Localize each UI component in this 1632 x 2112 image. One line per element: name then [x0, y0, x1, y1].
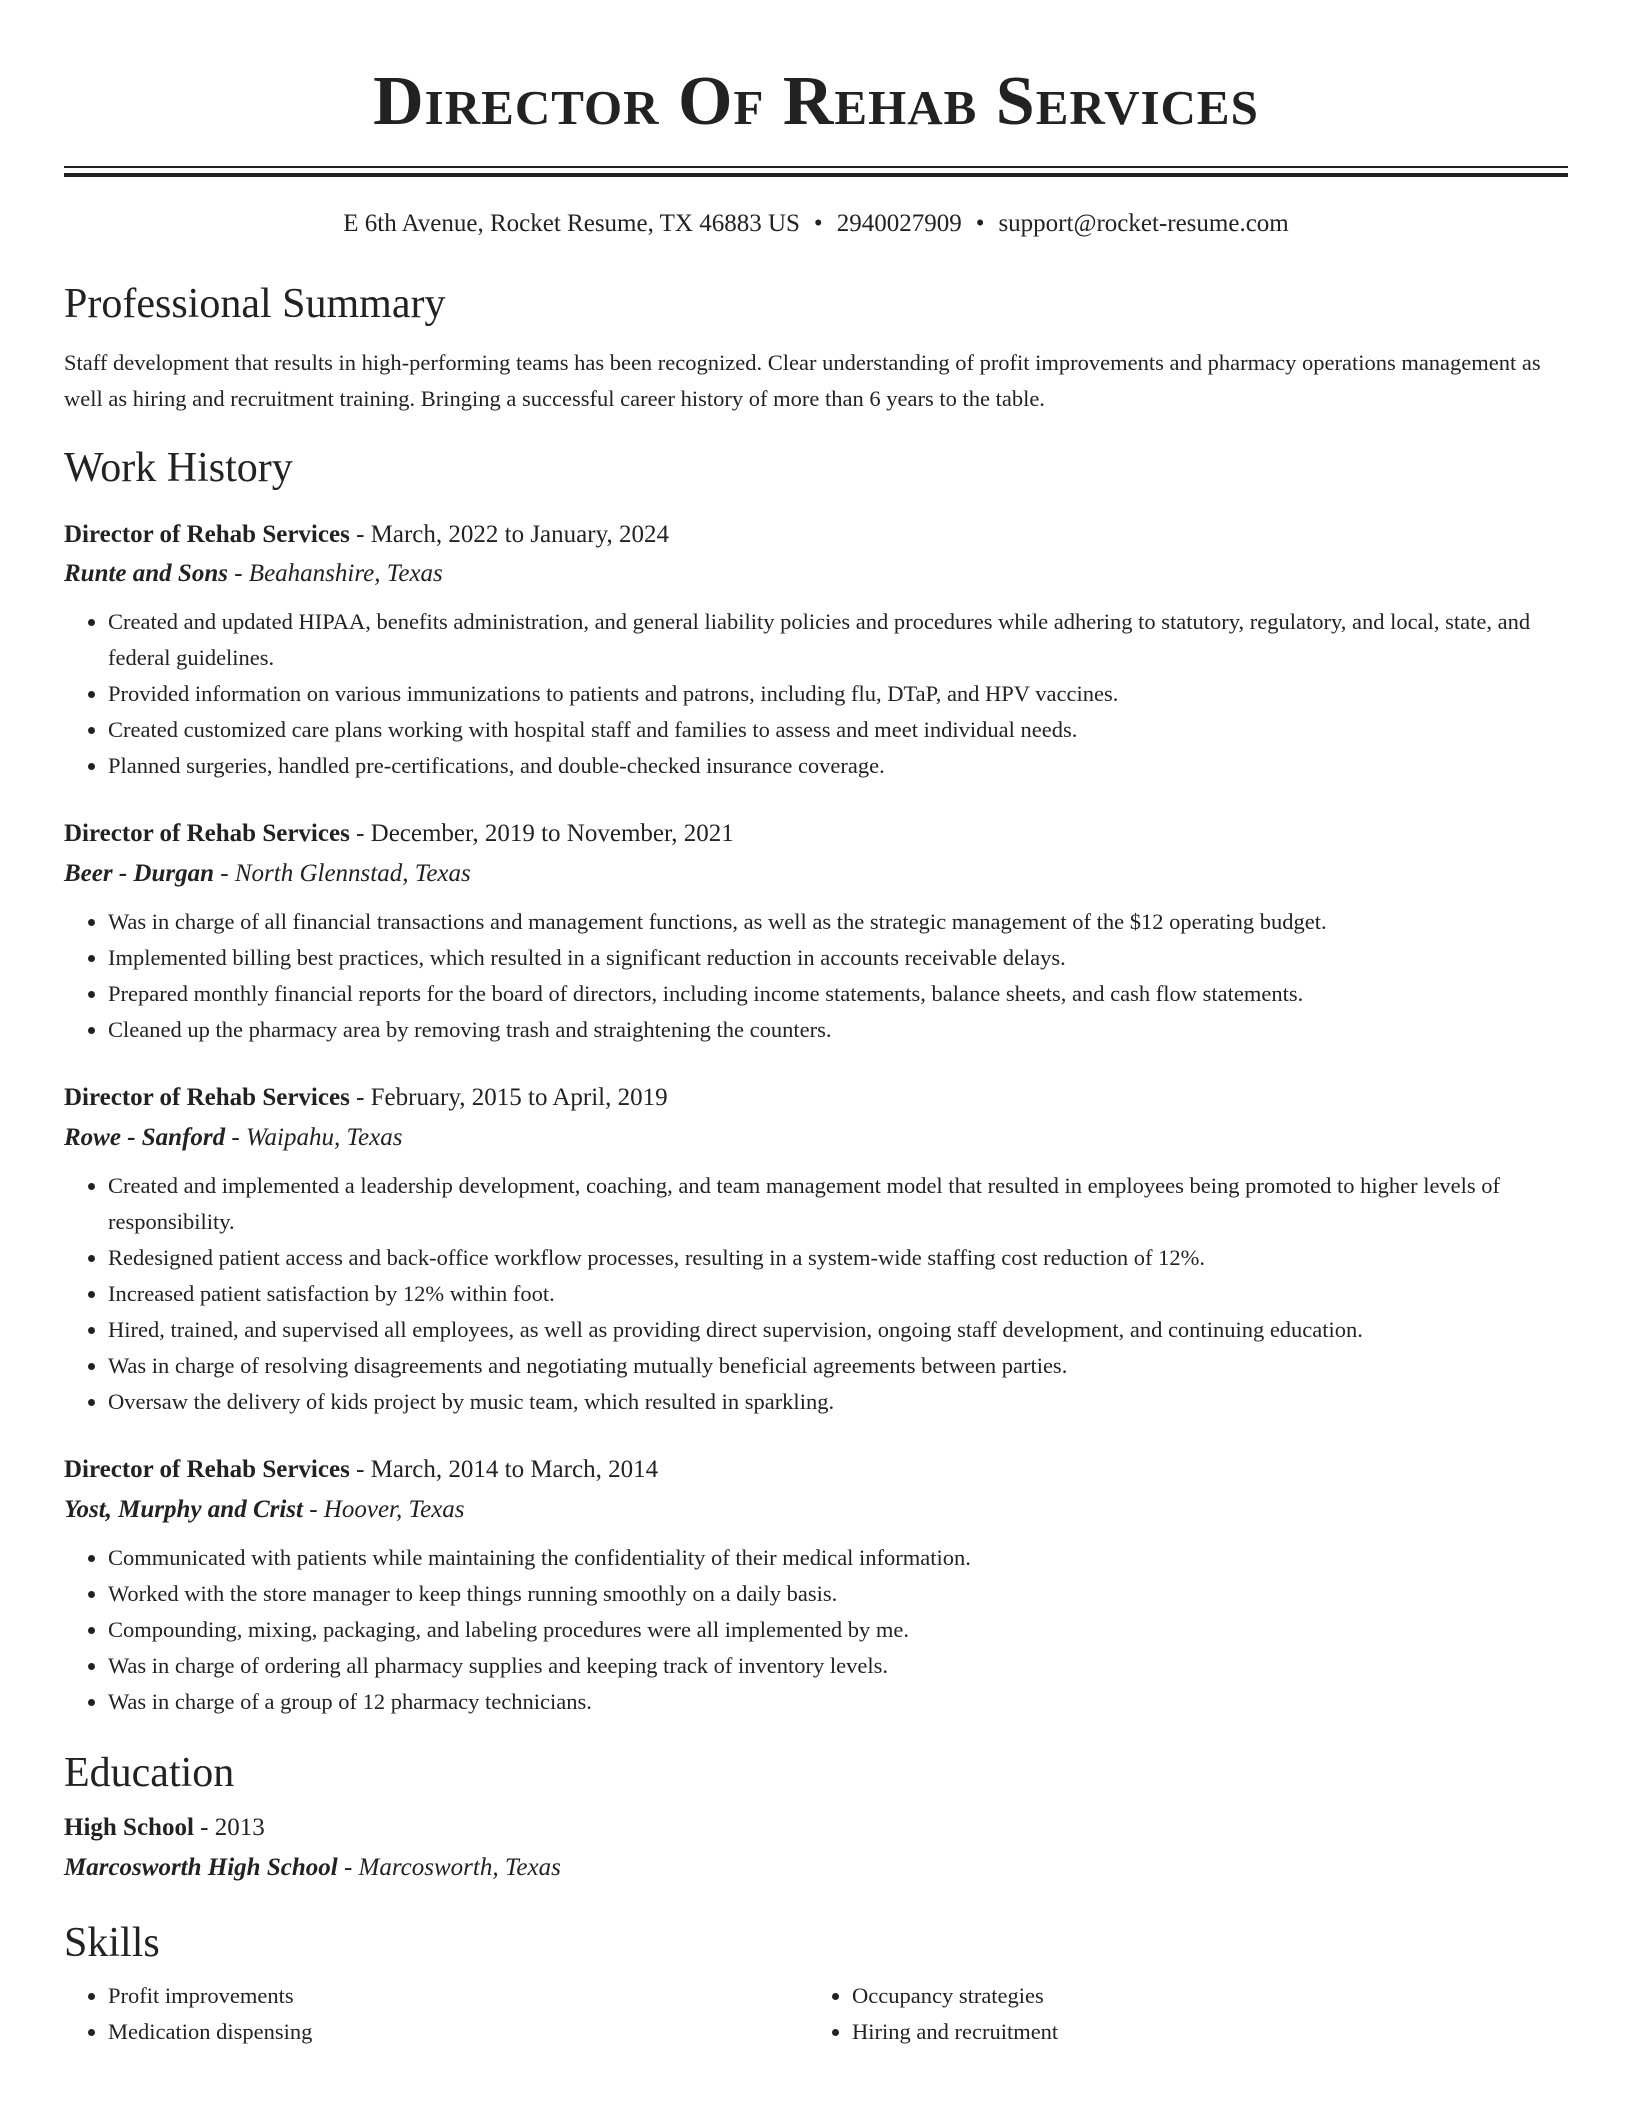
- job-role: Director of Rehab Services: [64, 1456, 350, 1483]
- job-bullet: • Worked with the store manager to keep things running smoothly on a daily basis.: [108, 1576, 1568, 1612]
- job-bullet: • Was in charge of all financial transactions and management functions, as well as the strategic management of the $12 operating budget.: [108, 904, 1568, 940]
- job-role: Director of Rehab Services: [64, 521, 350, 548]
- skills-column-left: [64, 1978, 808, 2050]
- job-bullet: • Communicated with patients while maintaining the confidentiality of their medical information.: [108, 1540, 1568, 1576]
- education-location: - Marcosworth, Texas: [337, 1854, 561, 1881]
- education-year: - 2013: [193, 1814, 265, 1841]
- job-bullet: • Redesigned patient access and back-office workflow processes, resulting in a system-wide staffing cost reduction of 12%.: [108, 1240, 1568, 1276]
- resume-name: Director Of Rehab Services: [373, 63, 1259, 140]
- job-bullets: [64, 1540, 1568, 1720]
- job-header: [64, 1078, 1568, 1118]
- job-company: Rowe - Sanford: [64, 1124, 226, 1151]
- job-bullet: • Compounding, mixing, packaging, and labeling procedures were all implemented by me.: [108, 1612, 1568, 1648]
- job-company-line: [64, 1490, 1568, 1530]
- contact-email[interactable]: support@rocket-resume.com: [998, 210, 1289, 237]
- section-title-summary: Professional Summary: [64, 281, 446, 327]
- job-company: Yost, Murphy and Crist: [64, 1496, 303, 1523]
- job-dates: - December, 2019 to November, 2021: [349, 820, 734, 847]
- job-entry: [64, 1450, 1568, 1720]
- education-school: Marcosworth High School: [64, 1854, 338, 1881]
- job-location: - Hoover, Texas: [302, 1496, 465, 1523]
- section-title-work: Work History: [64, 445, 293, 491]
- job-role: Director of Rehab Services: [64, 1084, 350, 1111]
- job-bullet: • Hired, trained, and supervised all employees, as well as providing direct supervision, ongoing staff development, and continuing education.: [108, 1312, 1568, 1348]
- job-header: [64, 814, 1568, 854]
- job-entry: [64, 515, 1568, 784]
- job-dates: - March, 2022 to January, 2024: [349, 521, 669, 548]
- job-list: [64, 515, 1568, 1720]
- contact-separator: •: [813, 210, 823, 237]
- job-company-line: [64, 854, 1568, 894]
- education-degree: High School: [64, 1814, 194, 1841]
- job-company: Runte and Sons: [64, 560, 228, 587]
- job-dates: - March, 2014 to March, 2014: [349, 1456, 659, 1483]
- job-bullet: • Provided information on various immunizations to patients and patrons, including flu, DTaP, and HPV vaccines.: [108, 676, 1568, 712]
- section-title-skills: Skills: [64, 1920, 160, 1966]
- job-bullet: • Increased patient satisfaction by 12% within foot.: [108, 1276, 1568, 1312]
- job-bullet: • Created and updated HIPAA, benefits administration, and general liability policies and procedures while adhering to statutory, regulatory, and local, state, and federal guidelines.: [108, 604, 1568, 676]
- job-location: - Beahanshire, Texas: [227, 560, 443, 587]
- skill-item: • Occupancy strategies: [852, 1978, 1552, 2014]
- skill-item: • Medication dispensing: [108, 2014, 808, 2050]
- job-bullet: • Was in charge of a group of 12 pharmacy technicians.: [108, 1684, 1568, 1720]
- job-bullet: • Was in charge of resolving disagreements and negotiating mutually beneficial agreements between parties.: [108, 1348, 1568, 1384]
- contact-address: E 6th Avenue, Rocket Resume, TX 46883 US: [343, 210, 800, 237]
- job-bullet: • Oversaw the delivery of kids project by music team, which resulted in sparkling.: [108, 1384, 1568, 1420]
- job-bullet: • Planned surgeries, handled pre-certifications, and double-checked insurance coverage.: [108, 748, 1568, 784]
- job-bullets: [64, 1168, 1568, 1420]
- header-divider-thick: [64, 173, 1568, 177]
- job-bullet: • Prepared monthly financial reports for the board of directors, including income statements, balance sheets, and cash flow statements.: [108, 976, 1568, 1012]
- skills-list: [64, 1978, 1568, 2050]
- skills-column-right: [808, 1978, 1552, 2050]
- section-title-education: Education: [64, 1750, 235, 1796]
- education-header: [64, 1808, 1568, 1848]
- job-company-line: [64, 1118, 1568, 1158]
- resume-page: [64, 0, 1568, 2050]
- contact-separator: •: [975, 210, 985, 237]
- job-bullets: [64, 904, 1568, 1048]
- job-header: [64, 515, 1568, 555]
- header-divider-thin: [64, 166, 1568, 168]
- job-header: [64, 1450, 1568, 1490]
- job-location: - North Glennstad, Texas: [214, 860, 471, 887]
- job-dates: - February, 2015 to April, 2019: [349, 1084, 668, 1111]
- job-bullet: • Cleaned up the pharmacy area by removing trash and straightening the counters.: [108, 1012, 1568, 1048]
- summary-text: Staff development that results in high-performing teams has been recognized. Clear understanding of profit improvements and pharmacy operations management as well as hiring and recruitment training. Bringing a successful career history of more than 6 years to the table.: [64, 350, 1541, 411]
- job-bullet: • Created customized care plans working with hospital staff and families to assess and meet individual needs.: [108, 712, 1568, 748]
- job-company-line: [64, 554, 1568, 594]
- contact-phone: 2940027909: [836, 210, 962, 237]
- job-role: Director of Rehab Services: [64, 820, 350, 847]
- job-location: - Waipahu, Texas: [225, 1124, 403, 1151]
- job-entry: [64, 1078, 1568, 1420]
- job-bullet: • Implemented billing best practices, which resulted in a significant reduction in accounts receivable delays.: [108, 940, 1568, 976]
- contact-line: [64, 207, 1568, 241]
- skill-item: • Hiring and recruitment: [852, 2014, 1552, 2050]
- job-bullet: • Created and implemented a leadership development, coaching, and team management model that resulted in employees being promoted to higher levels of responsibility.: [108, 1168, 1568, 1240]
- job-entry: [64, 814, 1568, 1048]
- skill-item: • Profit improvements: [108, 1978, 808, 2014]
- job-bullets: [64, 604, 1568, 784]
- job-company: Beer - Durgan: [64, 860, 215, 887]
- education-school-line: [64, 1848, 1568, 1888]
- job-bullet: • Was in charge of ordering all pharmacy supplies and keeping track of inventory levels.: [108, 1648, 1568, 1684]
